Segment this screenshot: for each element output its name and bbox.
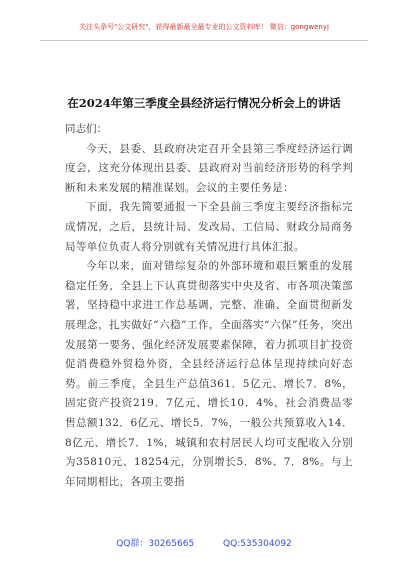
paragraph-2: 下面，我先简要通报一下全县前三季度主要经济指标完成情况，之后，县统计局、发改局、工信局、财政分局商务局等单位负责人将分别就有关情况进行具体汇报。: [65, 201, 353, 253]
header-banner: 关注头条号"公文研究"，获得最新最全最专业的公文资料库！ 微信：gongwenyj: [79, 23, 329, 31]
paragraph-3: 今年以来，面对错综复杂的外部环境和艰巨繁重的发展稳定任务，全县上下认真贯彻落实中央及省、市各项决策部署，坚持稳中求进工作总基调，完整、准确、全面贯彻新发展理念，扎实做好“六稳”工作，全面落实“六保”任务，突出发展第一要务，强化经济发展要素保障，着力抓项目扩投资促消费稳外贸稳外资，全县经济运行总体呈现持续向好态势。前三季度，全县生产总值361．5亿元、增长7．8%，固定资产投资219．7亿元、增长10．4%，社会消费品零售总额132．6亿元、增长5．7%，一般公共预算收入14．8亿元、增长7．1%，城镇和农村居民人均可支配收入分别为35810元、18254元，分别增长5．8%、7．8%。与上年同期相比，各项主要指: [65, 260, 353, 488]
header-divider: [40, 40, 368, 41]
greeting: 同志们：: [65, 123, 107, 135]
footer-contacts: [0, 536, 408, 549]
document-title: 在2024年第三季度全县经济运行情况分析会上的讲话: [67, 96, 341, 110]
document-body: [65, 120, 353, 492]
qq-contact-link[interactable]: QQ:535304092: [223, 539, 292, 549]
paragraph-1: 今天，县委、县政府决定召开全县第三季度经济运行调度会，这充分体现出县委、县政府对当前经济形势的科学判断和未来发展的精准谋划。会议的主要任务是：: [65, 142, 353, 194]
qq-group-link[interactable]: QQ群：30265665: [116, 539, 195, 549]
